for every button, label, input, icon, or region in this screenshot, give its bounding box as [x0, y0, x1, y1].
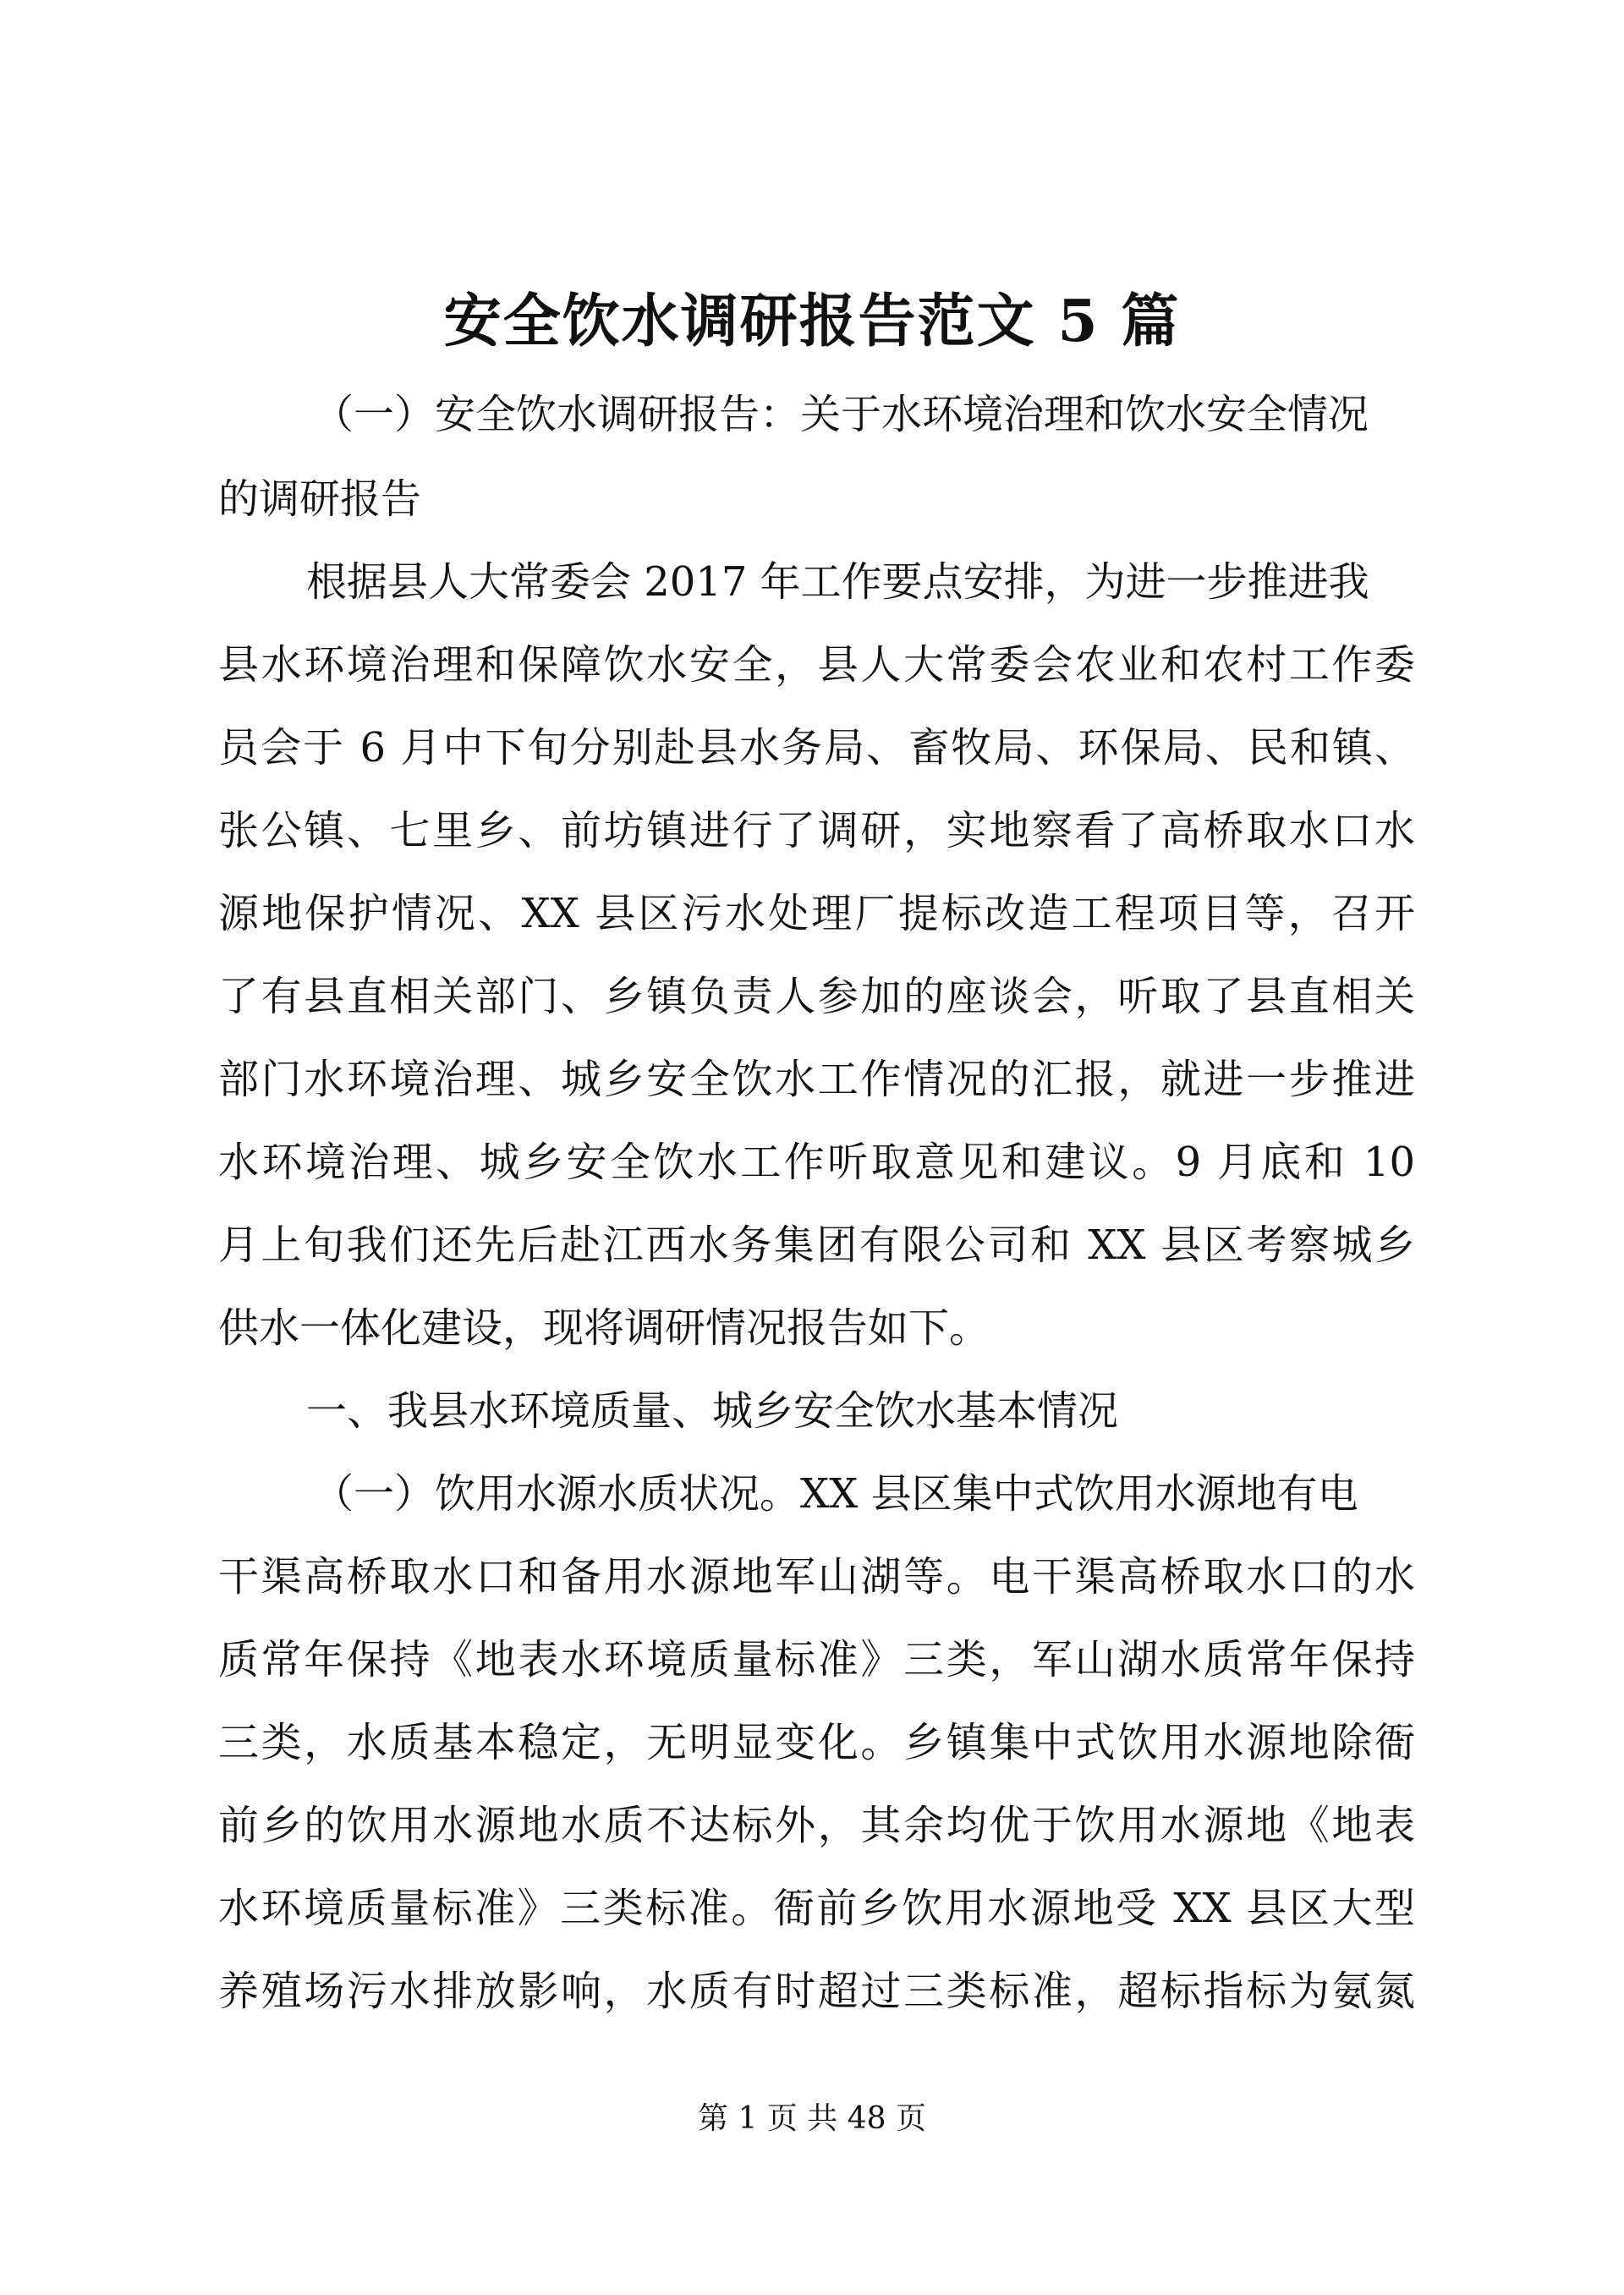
paragraph-line-20: 养殖场污水排放影响，水质有时超过三类标准，超标指标为氨氮 [218, 1968, 1415, 2015]
paragraph-line-5: 员会于 6 月中下旬分别赴县水务局、畜牧局、环保局、民和镇、 [218, 724, 1415, 771]
paragraph-line-7: 源地保护情况、XX 县区污水处理厂提标改造工程项目等，召开 [218, 890, 1415, 937]
paragraph-line-18: 前乡的饮用水源地水质不达标外，其余均优于饮用水源地《地表 [218, 1802, 1415, 1849]
paragraph-line-11: 月上旬我们还先后赴江西水务集团有限公司和 XX 县区考察城乡 [218, 1222, 1415, 1269]
paragraph-line-10: 水环境治理、城乡安全饮水工作听取意见和建议。9 月底和 10 [218, 1139, 1415, 1186]
paragraph-line-4: 县水环境治理和保障饮水安全，县人大常委会农业和农村工作委 [218, 641, 1415, 689]
document-title: 安全饮水调研报告范文 5 篇 [443, 288, 1181, 355]
paragraph-line-17: 三类，水质基本稳定，无明显变化。乡镇集中式饮用水源地除衙 [218, 1719, 1415, 1766]
page-footer: 第 1 页 共 48 页 [698, 2101, 926, 2136]
paragraph-line-16: 质常年保持《地表水环境质量标准》三类，军山湖水质常年保持 [218, 1636, 1415, 1683]
paragraph-line-1: （一）安全饮水调研报告：关于水环境治理和饮水安全情况 [313, 391, 1369, 438]
paragraph-line-12: 供水一体化建设，现将调研情况报告如下。 [218, 1304, 990, 1352]
paragraph-line-19: 水环境质量标准》三类标准。衙前乡饮用水源地受 XX 县区大型 [218, 1885, 1415, 1932]
paragraph-line-6: 张公镇、七里乡、前坊镇进行了调研，实地察看了高桥取水口水 [218, 807, 1415, 854]
section-heading: 一、我县水环境质量、城乡安全饮水基本情况 [306, 1387, 1119, 1435]
paragraph-line-8: 了有县直相关部门、乡镇负责人参加的座谈会，听取了县直相关 [218, 973, 1415, 1020]
paragraph-line-9: 部门水环境治理、城乡安全饮水工作情况的汇报，就进一步推进 [218, 1056, 1415, 1103]
paragraph-line-14: （一）饮用水源水质状况。XX 县区集中式饮用水源地有电 [313, 1470, 1358, 1518]
paragraph-line-15: 干渠高桥取水口和备用水源地军山湖等。电干渠高桥取水口的水 [218, 1553, 1415, 1600]
paragraph-line-3: 根据县人大常委会 2017 年工作要点安排，为进一步推进我 [306, 558, 1369, 606]
paragraph-line-2: 的调研报告 [218, 475, 422, 523]
